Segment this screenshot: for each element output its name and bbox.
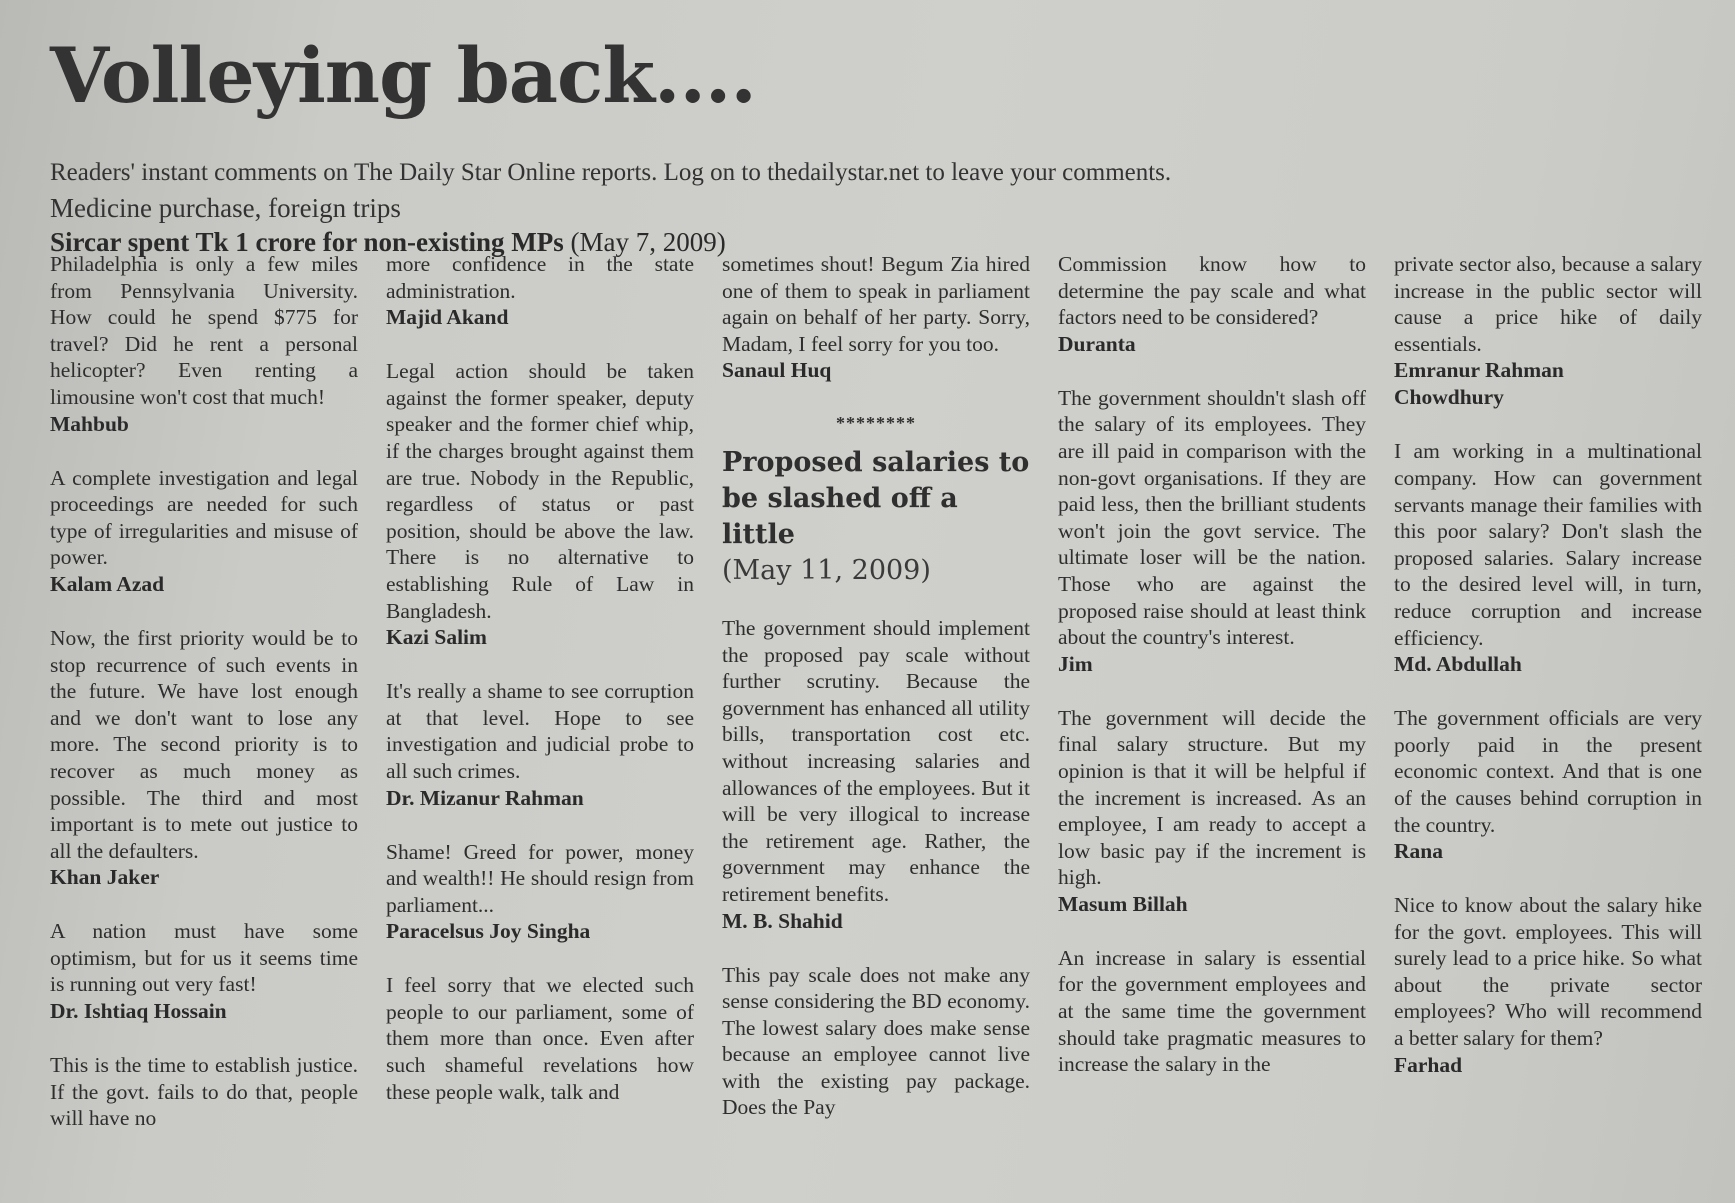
- comment-author: Sanaul Huq: [722, 358, 832, 383]
- intro-text: Readers' instant comments on The Daily Star Online reports. Log on to thedailystar.net to leave your comments.: [50, 159, 1172, 186]
- comment-text: private sector also, because a salary increase in the public sector will cause a price hike of daily essentials.: [1394, 252, 1702, 356]
- column-1: [50, 251, 358, 1196]
- story-2-title: Proposed salaries to be slashed off a little: [722, 446, 1030, 550]
- comment-text: The government will decide the final salary structure. But my opinion is that it will be helpful if the increment is increased. As an employee, I am ready to accept a low basic pay if the increment is high.: [1058, 705, 1366, 890]
- comment-author: Md. Abdullah: [1394, 652, 1522, 677]
- comment-columns: [50, 251, 1702, 1196]
- section-separator: ********: [836, 413, 916, 434]
- comment-author: Masum Billah: [1058, 891, 1188, 916]
- comment-author: Majid Akand: [386, 305, 509, 330]
- story-2-date: (May 11, 2009): [722, 554, 931, 586]
- comment-text: The government shouldn't slash off the salary of its employees. They are ill paid in comparison with the non-govt organisations. If they are paid less, then the brilliant students won't join the govt service. The ultimate loser will be the nation. Those who are against the proposed raise should at least think about the country's interest.: [1058, 385, 1366, 650]
- comment-author: Dr. Mizanur Rahman: [386, 785, 584, 810]
- comment-author: Khan Jaker: [50, 865, 160, 890]
- comment-text: This pay scale does not make any sense considering the BD economy. The lowest salary does make sense because an employee cannot live with the existing pay package. Does the Pay: [722, 962, 1030, 1120]
- comment-text: Commission know how to determine the pay scale and what factors need to be considered?: [1058, 252, 1366, 330]
- comment-author: M. B. Shahid: [722, 908, 843, 933]
- comment-text: more confidence in the state administration.: [386, 252, 694, 303]
- comment-author: Jim: [1058, 651, 1093, 676]
- comment-author: Emranur Rahman: [1394, 358, 1564, 383]
- story-title-text: Sircar spent Tk 1 crore for non-existing MPs: [50, 227, 564, 257]
- comment-text: I feel sorry that we elected such people to our parliament, some of them more than once. Even after such shameful revelations how these people walk, talk and: [386, 973, 694, 1104]
- comment-text: A nation must have some optimism, but for us it seems time is running out very fast!: [50, 919, 358, 997]
- comment-text: Now, the first priority would be to stop recurrence of such events in the future. We have lost enough and we don't want to lose any more. The second priority is to recover as much money as possible. The third and most important is to mete out justice to all the defaulters.: [50, 625, 358, 863]
- comment-text: The government should implement the proposed pay scale without further scrutiny. Because the government has enhanced all utility bills, transportation cost etc. without increasing salaries and allowances of the employees. But it will be very illogical to increase the retirement age. Rather, the government may enhance the retirement benefits.: [722, 615, 1030, 906]
- comment-text: This is the time to establish justice. If the govt. fails to do that, people will have no: [50, 1053, 358, 1131]
- comment-author: Dr. Ishtiaq Hossain: [50, 999, 227, 1024]
- comment-text: I am working in a multinational company. How can government servants manage their families with this poor salary? Don't slash the proposed salaries. Salary increase to the desired level will, in turn, reduce corruption and increase efficiency.: [1394, 439, 1702, 650]
- comment-text: Nice to know about the salary hike for the govt. employees. This will surely lead to a price hike. So what about the private sector employees? Who will recommend a better salary for them?: [1394, 893, 1702, 1051]
- comment-author: Chowdhury: [1394, 385, 1504, 410]
- comment-author: Paracelsus Joy Singha: [386, 919, 591, 944]
- comment-text: Legal action should be taken against the former speaker, deputy speaker and the former chief whip, if the charges brought against them are true. Nobody in the Republic, regardless of status or past position, should be above the law. There is no alternative to establishing Rule of Law in Bangladesh.: [386, 359, 694, 623]
- column-2: [386, 251, 694, 1196]
- page-headline: Volleying back....: [50, 31, 756, 120]
- column-3: [722, 251, 1030, 1196]
- section-label: Medicine purchase, foreign trips: [50, 193, 401, 223]
- column-5: [1394, 251, 1702, 1196]
- comment-author: Duranta: [1058, 331, 1136, 356]
- comment-author: Rana: [1394, 839, 1443, 864]
- comment-text: Shame! Greed for power, money and wealth!! He should resign from parliament...: [386, 839, 694, 917]
- comment-text: The government officials are very poorly paid in the present economic context. And that is one of the causes behind corruption in the country.: [1394, 706, 1702, 837]
- comment-author: Kalam Azad: [50, 571, 165, 596]
- comment-author: Mahbub: [50, 411, 129, 436]
- comment-text: sometimes shout! Begum Zia hired one of them to speak in parliament again on behalf of her party. Sorry, Madam, I feel sorry for you too.: [722, 252, 1030, 356]
- story-date: (May 7, 2009): [570, 227, 726, 257]
- comment-author: Kazi Salim: [386, 625, 487, 650]
- comment-text: A complete investigation and legal proceedings are needed for such type of irregularities and misuse of power.: [50, 465, 358, 570]
- column-4: [1058, 251, 1366, 1196]
- comment-author: Farhad: [1394, 1052, 1463, 1077]
- comment-text: Philadelphia is only a few miles from Pennsylvania University. How could he spend $775 for travel? Did he rent a personal helicopter? Even renting a limousine won't cost that much!: [50, 252, 358, 409]
- comment-text: An increase in salary is essential for the government employees and at the same time the government should take pragmatic measures to increase the salary in the: [1058, 945, 1366, 1077]
- comment-text: It's really a shame to see corruption at that level. Hope to see investigation and judicial probe to all such crimes.: [386, 679, 694, 783]
